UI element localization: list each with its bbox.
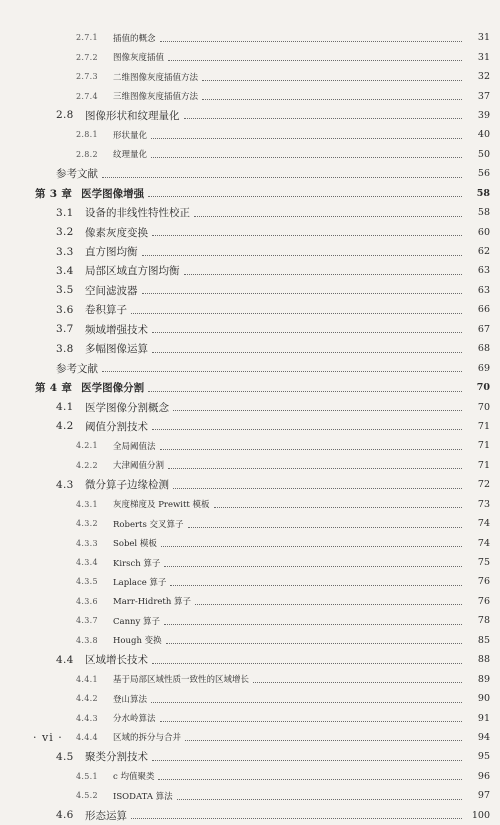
dot-leader (131, 817, 462, 819)
toc-entry-page: 90 (477, 693, 490, 705)
toc-entry-page: 76 (477, 595, 490, 607)
dot-leader (194, 215, 462, 217)
toc-entry-number: 2.8 (56, 109, 74, 122)
toc-entry-page: 76 (477, 576, 490, 588)
toc-section-entry[interactable] (0, 650, 500, 669)
toc-entry-page: 71 (477, 420, 490, 432)
toc-entry-page: 67 (477, 323, 490, 335)
toc-entry-title: 三维图像灰度插值方法 (113, 92, 199, 103)
dot-leader (202, 98, 462, 100)
toc-entry-title: 直方图均衡 (85, 246, 138, 259)
toc-section-entry[interactable] (0, 261, 500, 280)
toc-list (0, 28, 500, 825)
dot-leader (158, 778, 462, 780)
toc-entry-title: Sobel 模板 (113, 539, 157, 550)
toc-entry-title: 插值的概念 (113, 33, 156, 44)
toc-entry-page: 31 (477, 32, 490, 44)
dot-leader (102, 370, 462, 372)
toc-subsection-entry[interactable] (0, 533, 500, 552)
toc-subsection-entry[interactable] (0, 592, 500, 611)
toc-subsection-entry[interactable] (0, 67, 500, 86)
toc-subsection-entry[interactable] (0, 28, 500, 47)
toc-entry-page: 40 (477, 129, 490, 141)
toc-subsection-entry[interactable] (0, 436, 500, 455)
dot-leader (160, 40, 462, 42)
toc-entry-page: 58 (476, 187, 490, 199)
toc-entry-page: 74 (477, 518, 490, 530)
toc-entry-number: 3.6 (56, 303, 74, 316)
toc-entry-number: 2.8.1 (76, 130, 98, 140)
toc-subsection-entry[interactable] (0, 495, 500, 514)
toc-entry-title: 登山算法 (113, 694, 148, 705)
toc-section-entry[interactable] (0, 300, 500, 319)
toc-entry-title: 医学图像增强 (81, 187, 145, 200)
toc-entry-title: c 均值聚类 (113, 772, 155, 783)
toc-subsection-entry[interactable] (0, 514, 500, 533)
toc-entry-page: 94 (477, 731, 490, 743)
toc-entry-page: 63 (477, 284, 490, 296)
toc-entry-number: 3.5 (56, 284, 74, 297)
toc-entry-page: 97 (477, 790, 490, 802)
toc-entry-number: 4.3.5 (76, 577, 98, 587)
dot-leader (152, 759, 462, 761)
toc-entry-page: 63 (477, 265, 490, 277)
toc-entry-number: 3.1 (56, 206, 74, 219)
toc-entry-title: 局部区域直方图均衡 (85, 265, 180, 278)
dot-leader (152, 234, 462, 236)
toc-entry-number: 4.3.7 (76, 616, 98, 626)
dot-leader (214, 506, 462, 508)
toc-entry-number: 4.4 (56, 653, 74, 666)
toc-entry-title: Roberts 交叉算子 (113, 519, 184, 530)
dot-leader (142, 292, 463, 294)
toc-entry-page: 78 (477, 615, 490, 627)
dot-leader (168, 59, 462, 61)
dot-leader (152, 428, 462, 430)
toc-entry-title: 医学图像分割 (81, 382, 145, 395)
toc-chapter-entry[interactable] (0, 378, 500, 397)
dot-leader (164, 565, 462, 567)
toc-entry-title: 聚类分割技术 (85, 751, 148, 764)
dot-leader (151, 701, 462, 703)
toc-section-entry[interactable] (0, 203, 500, 222)
dot-leader (173, 487, 462, 489)
toc-entry-page: 71 (477, 440, 490, 452)
toc-entry-page: 91 (477, 712, 490, 724)
toc-entry-title: 区域的拆分与合并 (113, 733, 182, 744)
toc-entry-number: 4.4.4 (76, 732, 98, 742)
toc-subsection-entry[interactable] (0, 708, 500, 727)
toc-section-entry[interactable] (0, 106, 500, 125)
toc-entry-number: 4.5.1 (76, 771, 98, 781)
toc-section-entry[interactable] (0, 242, 500, 261)
dot-leader (148, 195, 462, 197)
toc-entry-page: 56 (477, 168, 490, 180)
toc-entry-title: Marr-Hidreth 算子 (113, 597, 192, 608)
toc-entry-title: 微分算子边缘检测 (85, 479, 169, 492)
toc-entry-page: 66 (477, 304, 490, 316)
toc-entry-page: 71 (477, 459, 490, 471)
toc-subsection-entry[interactable] (0, 728, 500, 747)
toc-entry-title: 纹理量化 (113, 150, 148, 161)
toc-entry-page: 50 (477, 148, 490, 160)
toc-entry-number: 4.4.1 (76, 674, 98, 684)
toc-entry-title: 设备的非线性特性校正 (85, 207, 190, 220)
dot-leader (170, 584, 462, 586)
toc-subsection-entry[interactable] (0, 689, 500, 708)
dot-leader (195, 603, 462, 605)
toc-entry-title: 区域增长技术 (85, 654, 148, 667)
dot-leader (152, 662, 462, 664)
dot-leader (253, 681, 462, 683)
toc-entry-number: 4.6 (56, 809, 74, 822)
dot-leader (151, 156, 462, 158)
toc-section-entry[interactable] (0, 475, 500, 494)
dot-leader (184, 273, 463, 275)
toc-entry-page: 74 (477, 537, 490, 549)
toc-entry-page: 37 (477, 90, 490, 102)
toc-entry-number: 4.4.2 (76, 694, 98, 704)
toc-entry-title: Canny 算子 (113, 616, 161, 627)
toc-entry-page: 60 (477, 226, 490, 238)
toc-entry-number: 2.7.1 (76, 33, 98, 43)
toc-section-entry[interactable] (0, 417, 500, 436)
toc-entry-number: 4.3.4 (76, 558, 98, 568)
toc-section-entry[interactable] (0, 320, 500, 339)
toc-entry-page: 72 (477, 479, 490, 491)
toc-entry-title: 阈值分割技术 (85, 420, 148, 433)
toc-subsection-entry[interactable] (0, 86, 500, 105)
toc-entry-number: 4.3.8 (76, 635, 98, 645)
toc-entry-number: 4.3.1 (76, 499, 98, 509)
toc-entry-title: Kirsch 算子 (113, 558, 161, 569)
toc-entry-number: 2.7.2 (76, 52, 98, 62)
toc-entry-page: 85 (477, 634, 490, 646)
toc-entry-number: 3.7 (56, 323, 74, 336)
toc-subsection-entry[interactable] (0, 125, 500, 144)
toc-entry-number: 第 4 章 (35, 382, 73, 395)
toc-entry-page: 31 (477, 51, 490, 63)
toc-references-entry[interactable] (0, 358, 500, 377)
toc-entry-title: 空间滤波器 (85, 284, 138, 297)
toc-entry-page: 70 (477, 401, 490, 413)
toc-entry-number: 第 3 章 (35, 187, 73, 200)
toc-entry-number: 2.7.3 (76, 72, 98, 82)
toc-entry-title: 形态运算 (85, 809, 127, 822)
toc-subsection-entry[interactable] (0, 767, 500, 786)
toc-entry-page: 62 (477, 246, 490, 258)
dot-leader (160, 720, 462, 722)
toc-entry-title: 灰度梯度及 Prewitt 模板 (113, 500, 210, 511)
dot-leader (152, 351, 462, 353)
toc-entry-number: 4.3 (56, 478, 74, 491)
toc-entry-title: 全局阈值法 (113, 441, 156, 452)
toc-entry-page: 100 (471, 809, 490, 821)
dot-leader (148, 390, 462, 392)
dot-leader (184, 117, 463, 119)
toc-entry-title: 图像形状和纹理量化 (85, 109, 180, 122)
toc-references-entry[interactable] (0, 164, 500, 183)
toc-entry-number: 2.7.4 (76, 91, 98, 101)
toc-chapter-entry[interactable] (0, 184, 500, 203)
toc-entry-title: 参考文献 (56, 362, 98, 375)
toc-subsection-entry[interactable] (0, 553, 500, 572)
toc-subsection-entry[interactable] (0, 669, 500, 688)
page-number: · vi · (33, 731, 63, 744)
dot-leader (166, 642, 462, 644)
toc-section-entry[interactable] (0, 806, 500, 825)
toc-entry-title: 图像灰度插值 (113, 53, 165, 64)
toc-entry-number: 4.3.2 (76, 519, 98, 529)
toc-entry-number: 4.4.3 (76, 713, 98, 723)
toc-entry-number: 2.8.2 (76, 149, 98, 159)
toc-entry-number: 3.8 (56, 342, 74, 355)
toc-entry-page: 96 (477, 770, 490, 782)
toc-entry-page: 75 (477, 557, 490, 569)
toc-subsection-entry[interactable] (0, 786, 500, 805)
toc-entry-page: 89 (477, 673, 490, 685)
toc-entry-page: 95 (477, 751, 490, 763)
toc-entry-number: 3.3 (56, 245, 74, 258)
dot-leader (185, 739, 462, 741)
toc-entry-title: 基于局部区域性质一致性的区域增长 (113, 675, 250, 686)
toc-entry-page: 73 (477, 498, 490, 510)
toc-entry-number: 4.2.1 (76, 441, 98, 451)
toc-entry-number: 4.5.2 (76, 791, 98, 801)
dot-leader (177, 798, 462, 800)
toc-entry-title: ISODATA 算法 (113, 791, 173, 802)
toc-entry-number: 4.2.2 (76, 460, 98, 470)
toc-entry-page: 69 (477, 362, 490, 374)
toc-subsection-entry[interactable] (0, 572, 500, 591)
toc-section-entry[interactable] (0, 222, 500, 241)
toc-entry-title: 医学图像分割概念 (85, 401, 169, 414)
toc-entry-page: 88 (477, 654, 490, 666)
toc-section-entry[interactable] (0, 281, 500, 300)
dot-leader (164, 623, 462, 625)
toc-entry-title: 频域增强技术 (85, 323, 148, 336)
toc-subsection-entry[interactable] (0, 456, 500, 475)
toc-entry-title: 像素灰度变换 (85, 226, 148, 239)
toc-section-entry[interactable] (0, 747, 500, 766)
toc-entry-number: 4.5 (56, 750, 74, 763)
toc-section-entry[interactable] (0, 397, 500, 416)
dot-leader (131, 312, 462, 314)
dot-leader (202, 79, 462, 81)
toc-entry-title: Hough 变换 (113, 636, 162, 647)
toc-entry-title: 大津阈值分割 (113, 461, 165, 472)
toc-entry-number: 3.2 (56, 226, 74, 239)
toc-entry-number: 3.4 (56, 264, 74, 277)
toc-entry-page: 39 (477, 109, 490, 121)
toc-entry-number: 4.1 (56, 401, 74, 414)
dot-leader (102, 176, 462, 178)
toc-entry-title: 多幅图像运算 (85, 343, 148, 356)
dot-leader (160, 448, 462, 450)
toc-entry-title: 形状量化 (113, 130, 148, 141)
toc-entry-page: 32 (477, 71, 490, 83)
dot-leader (168, 467, 462, 469)
dot-leader (151, 137, 462, 139)
toc-entry-title: 卷积算子 (85, 304, 127, 317)
toc-entry-number: 4.3.6 (76, 596, 98, 606)
toc-entry-page: 58 (477, 207, 490, 219)
toc-subsection-entry[interactable] (0, 611, 500, 630)
toc-entry-page: 68 (477, 343, 490, 355)
toc-entry-page: 70 (476, 382, 490, 394)
toc-entry-number: 4.3.3 (76, 538, 98, 548)
toc-entry-title: 参考文献 (56, 168, 98, 181)
dot-leader (188, 526, 462, 528)
toc-subsection-entry[interactable] (0, 145, 500, 164)
toc-entry-number: 4.2 (56, 420, 74, 433)
toc-section-entry[interactable] (0, 339, 500, 358)
dot-leader (173, 409, 462, 411)
dot-leader (152, 331, 462, 333)
toc-entry-title: Laplace 算子 (113, 577, 167, 588)
toc-subsection-entry[interactable] (0, 47, 500, 66)
toc-entry-title: 分水岭算法 (113, 714, 156, 725)
dot-leader (161, 545, 462, 547)
toc-entry-title: 二维图像灰度插值方法 (113, 72, 199, 83)
dot-leader (142, 254, 463, 256)
toc-subsection-entry[interactable] (0, 631, 500, 650)
